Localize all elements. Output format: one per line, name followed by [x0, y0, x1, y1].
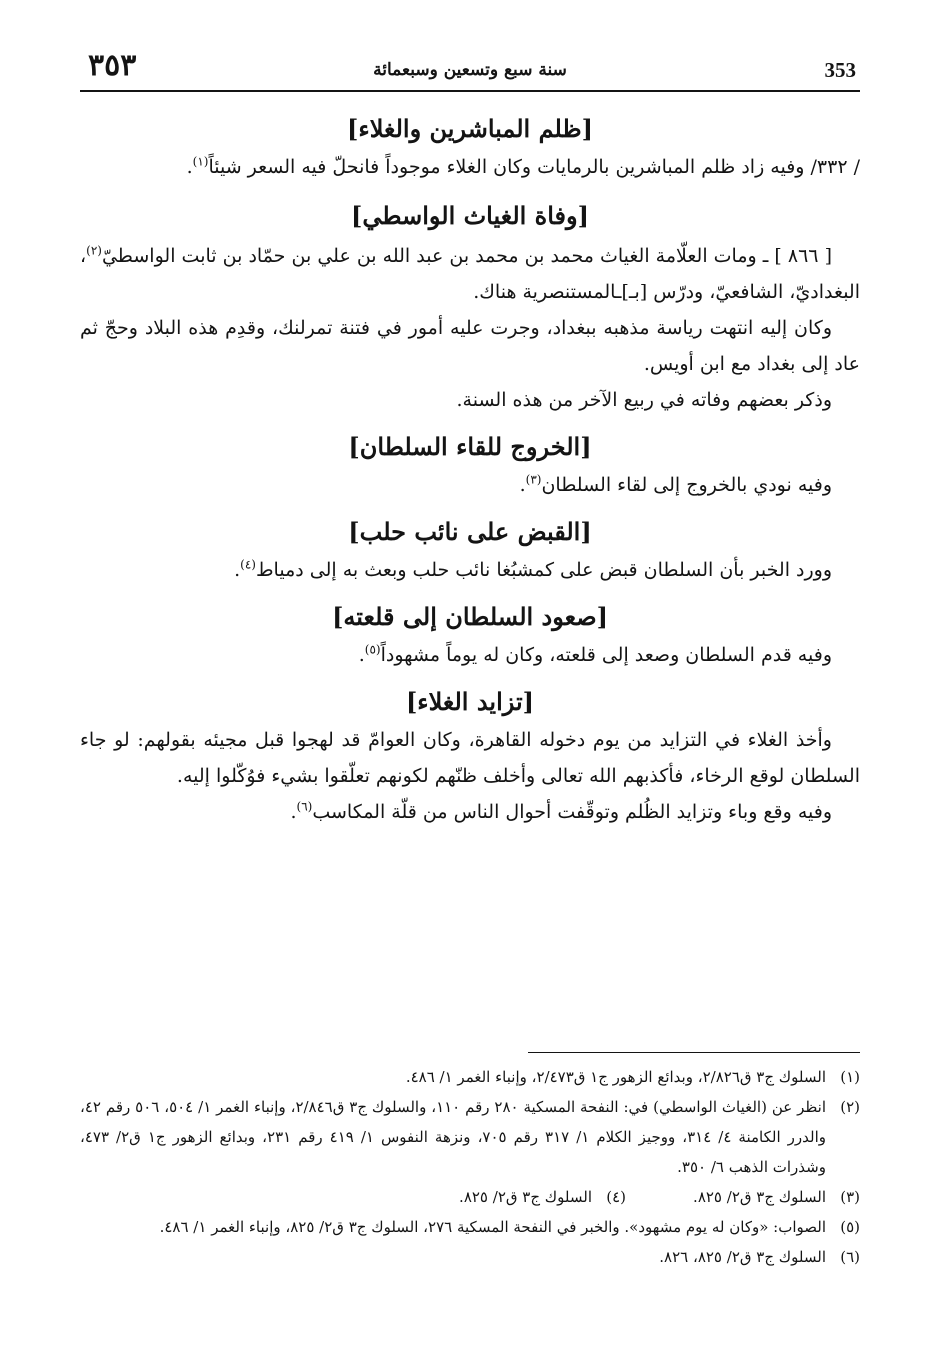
- section-title: [تزايد الغلاء]: [405, 687, 535, 716]
- main-text: [80, 108, 860, 830]
- running-title: سنة سبع وتسعين وسبعمائة: [373, 60, 567, 80]
- paragraph: / ٣٣٢/ وفيه زاد ظلم المباشرين بالرمايات وكان الغلاء موجوداً فانحلّ فيه السعر شيئاً$^{(١)}$.: [186, 154, 860, 178]
- footnote-ref[interactable]: (٤): [240, 557, 256, 572]
- paragraph: وورد الخبر بأن السلطان قبض على كمشبُغا نائب حلب وبعث به إلى دمياط$^{(٤)}$.: [234, 557, 832, 581]
- footnote-number: (٦): [840, 1248, 860, 1266]
- footnote-text: الصواب: «وكان له يوم مشهود». والخبر في النفحة المسكية ٢٧٦، السلوك ج٣ ق٢/ ٨٢٥، وإنباء الغمر ١/ ٤٨٦.: [159, 1218, 826, 1236]
- paragraph: وكان إليه انتهت رياسة مذهبه ببغداد، وجرت عليه أمور في فتنة تمرلنك، وقدِم هذه البلاد وحجّ ثم عاد إلى بغداد مع ابن أويس.: [80, 317, 860, 375]
- footnote-ref[interactable]: (٥): [364, 642, 381, 657]
- footnote-item: [80, 1212, 860, 1242]
- paragraph: وأخذ الغلاء في التزايد من يوم دخوله القاهرة، وكان العوامّ قد لهجوا قبل مجيئه بقولهم: لو جاء السلطان لوقع الرخاء، فأكذبهم الله تعالى وأخلف ظنّهم لكونهم تعلّقوا بشيء فوُكّلوا إليه.: [80, 729, 860, 787]
- footnote-number: (٥): [840, 1218, 860, 1236]
- paragraph: وفيه قدم السلطان وصعد إلى قلعته، وكان له يوماً مشهوداً$^{(٥)}$.: [358, 642, 832, 666]
- header-rule: [80, 90, 860, 92]
- page-number-arabic: ٣٥٣: [88, 48, 137, 83]
- footnote-ref[interactable]: (٢): [86, 243, 102, 258]
- footnote-ref[interactable]: (٣): [525, 472, 542, 487]
- footnote-number: (٢): [840, 1098, 860, 1116]
- footnote-separator: [528, 1052, 860, 1053]
- footnote-text: السلوك ج٣ ق٢/٨٢٦، وبدائع الزهور ج١ ق٢/٤٧٣، وإنباء الغمر ١/ ٤٨٦.: [405, 1068, 826, 1086]
- paragraph: وذكر بعضهم وفاته في ربيع الآخر من هذه السنة.: [456, 389, 832, 411]
- paragraph: وفيه وقع وباء وتزايد الظُلم وتوقّفت أحوال الناس من قلّة المكاسب$^{(٦)}$.: [290, 799, 832, 823]
- section-title: [القبض على نائب حلب]: [348, 517, 592, 546]
- footnote-text: السلوك ج٣ ق٢/ ٨٢٥.: [693, 1188, 826, 1206]
- paragraph: [ ٨٦٦ ] ـ ومات العلّامة الغياث محمد بن محمد بن عبد الله بن علي بن حمّاد بن ثابت الواسطيّ$^{(٢)}$، البغداديّ، الشافعيّ، ودرّس [بـ]ـالمستنصرية هناك.: [80, 243, 860, 303]
- footnote-ref[interactable]: (١): [192, 154, 209, 169]
- section-title: [وفاة الغياث الواسطي]: [351, 201, 589, 230]
- footnote-text: انظر عن (الغياث الواسطي) في: النفحة المسكية ٢٨٠ رقم ١١٠، والسلوك ج٣ ق٢/٨٤٦، وإنباء الغمر ١/ ٥٠٤، ٥٠٦ رقم ٤٢، والدرر الكامنة ٤/ ٣١٤، ووجيز الكلام ١/ ٣١٧ رقم ٧٠٥، ونزهة النفوس ١/ ٤١٩ رقم ٢٣١، وبدائع الزهور ج١ ق٢/ ٤٧٣، وشذرات الذهب ٦/ ٣٥٠.: [80, 1098, 826, 1176]
- footnote-item: [80, 1062, 860, 1092]
- section-title: [صعود السلطان إلى قلعته]: [332, 602, 608, 631]
- footnotes: [80, 1062, 860, 1272]
- page-header: [80, 48, 860, 90]
- footnote-item: [80, 1242, 860, 1272]
- footnote-number: (١): [840, 1068, 860, 1086]
- footnote-ref[interactable]: (٦): [296, 799, 313, 814]
- page-number-latin: 353: [824, 58, 856, 82]
- footnote-item: [80, 1092, 860, 1182]
- footnote-text: السلوك ج٣ ق٢/ ٨٢٥.: [459, 1188, 592, 1206]
- paragraph: وفيه نودي بالخروج إلى لقاء السلطان$^{(٣)}$.: [519, 472, 832, 496]
- section-title: [الخروج للقاء السلطان]: [348, 432, 592, 461]
- footnote-number: (٣): [840, 1188, 860, 1206]
- footnote-text: السلوك ج٣ ق٢/ ٨٢٥، ٨٢٦.: [659, 1248, 826, 1266]
- footnote-number: (٤): [606, 1188, 626, 1206]
- footnote-item: [80, 1182, 860, 1212]
- section-title: [ظلم المباشرين والغلاء]: [347, 114, 593, 143]
